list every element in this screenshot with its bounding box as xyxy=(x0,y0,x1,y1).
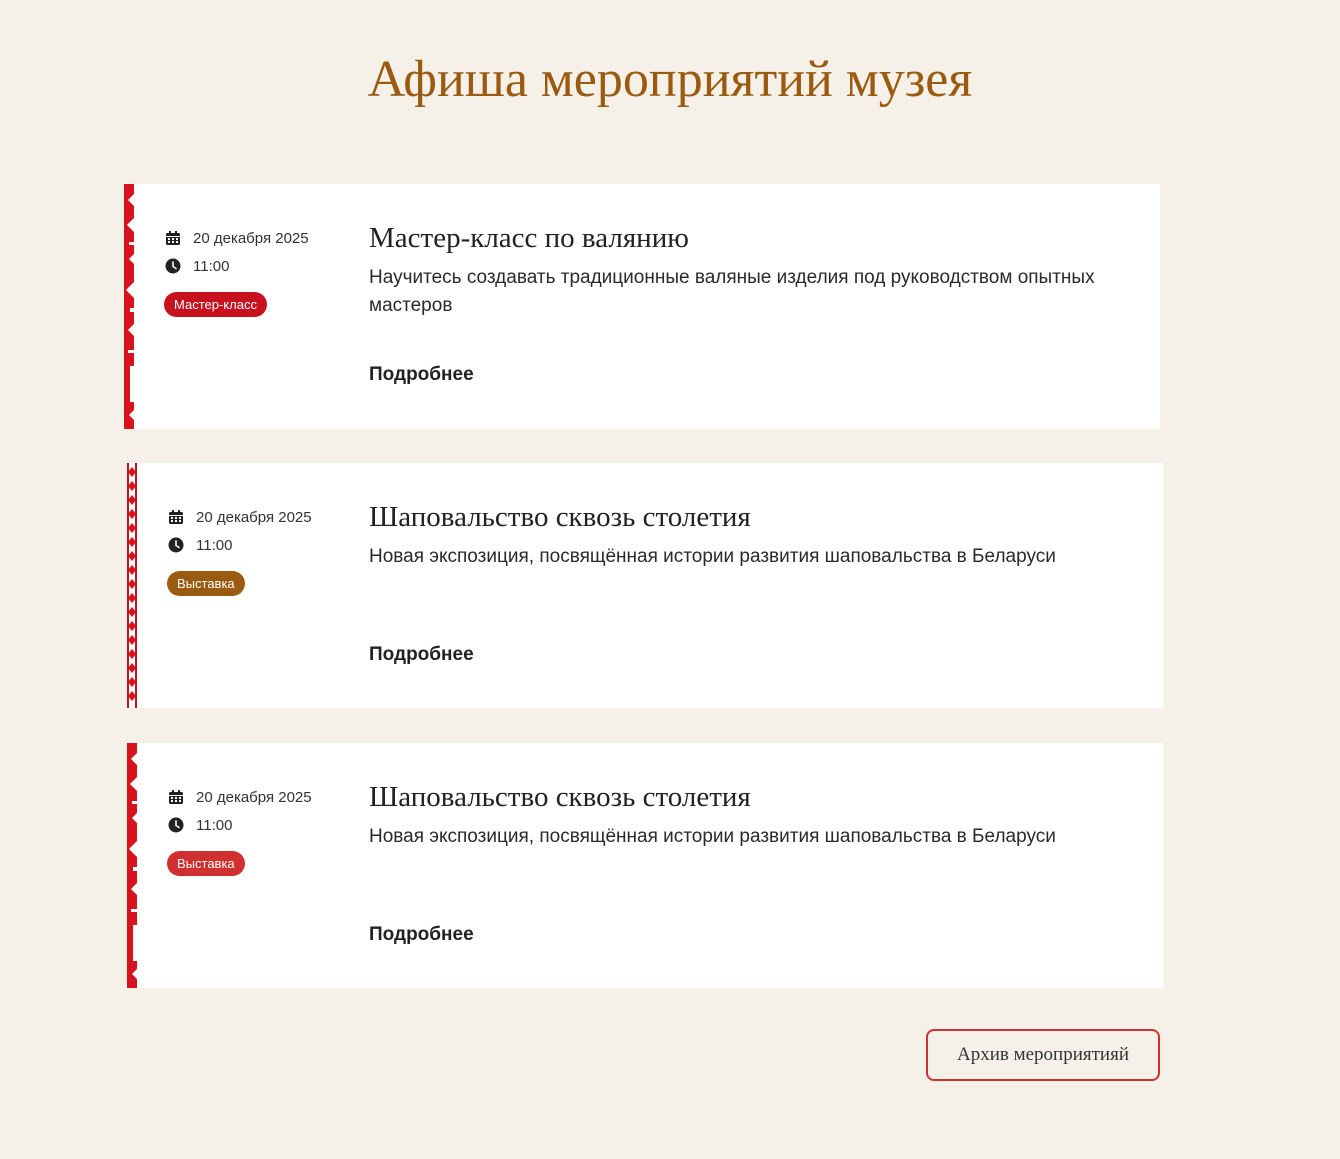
clock-icon xyxy=(167,537,184,554)
event-card xyxy=(124,184,1160,429)
calendar-icon xyxy=(167,509,184,526)
event-time xyxy=(164,252,354,280)
event-date-text: 20 декабря 2025 xyxy=(196,788,312,806)
event-time-text: 11:00 xyxy=(196,536,233,554)
event-card xyxy=(127,463,1163,708)
event-title: Шаповальство сквозь столетия xyxy=(369,781,751,813)
calendar-icon xyxy=(167,789,184,806)
event-tag-badge: Выставка xyxy=(167,851,245,876)
event-time xyxy=(167,811,357,839)
event-date xyxy=(167,783,357,811)
event-meta xyxy=(167,503,357,596)
ornament-border xyxy=(127,743,137,988)
archive-button[interactable]: Архив мероприятияй xyxy=(926,1029,1160,1081)
event-description: Новая экспозиция, посвящённая истории развития шаповальства в Беларуси xyxy=(369,546,1056,567)
event-title: Мастер-класс по валянию xyxy=(369,222,689,254)
more-link[interactable]: Подробнее xyxy=(369,924,474,945)
event-date xyxy=(167,503,357,531)
clock-icon xyxy=(167,817,184,834)
event-content xyxy=(369,779,1129,851)
event-date-text: 20 декабря 2025 xyxy=(193,229,309,247)
event-content xyxy=(369,220,1129,320)
calendar-icon xyxy=(164,230,181,247)
event-time-text: 11:00 xyxy=(193,257,230,275)
event-time-text: 11:00 xyxy=(196,816,233,834)
event-tag-badge: Мастер-класс xyxy=(164,292,267,317)
ornament-border xyxy=(127,463,137,708)
more-link[interactable]: Подробнее xyxy=(369,644,474,665)
event-meta xyxy=(167,783,357,876)
more-link[interactable]: Подробнее xyxy=(369,364,474,385)
event-meta xyxy=(164,224,354,317)
ornament-border xyxy=(124,184,134,429)
event-description: Новая экспозиция, посвящённая истории развития шаповальства в Беларуси xyxy=(369,826,1056,847)
event-card xyxy=(127,743,1163,988)
event-content xyxy=(369,499,1129,571)
event-title: Шаповальство сквозь столетия xyxy=(369,501,751,533)
event-time xyxy=(167,531,357,559)
event-description: Научитесь создавать традиционные валяные изделия под руководством опытных мастеров xyxy=(369,267,1095,316)
event-tag-badge: Выставка xyxy=(167,571,245,596)
clock-icon xyxy=(164,258,181,275)
event-date-text: 20 декабря 2025 xyxy=(196,508,312,526)
page-title: Афиша мероприятий музея xyxy=(367,51,973,108)
event-date xyxy=(164,224,354,252)
